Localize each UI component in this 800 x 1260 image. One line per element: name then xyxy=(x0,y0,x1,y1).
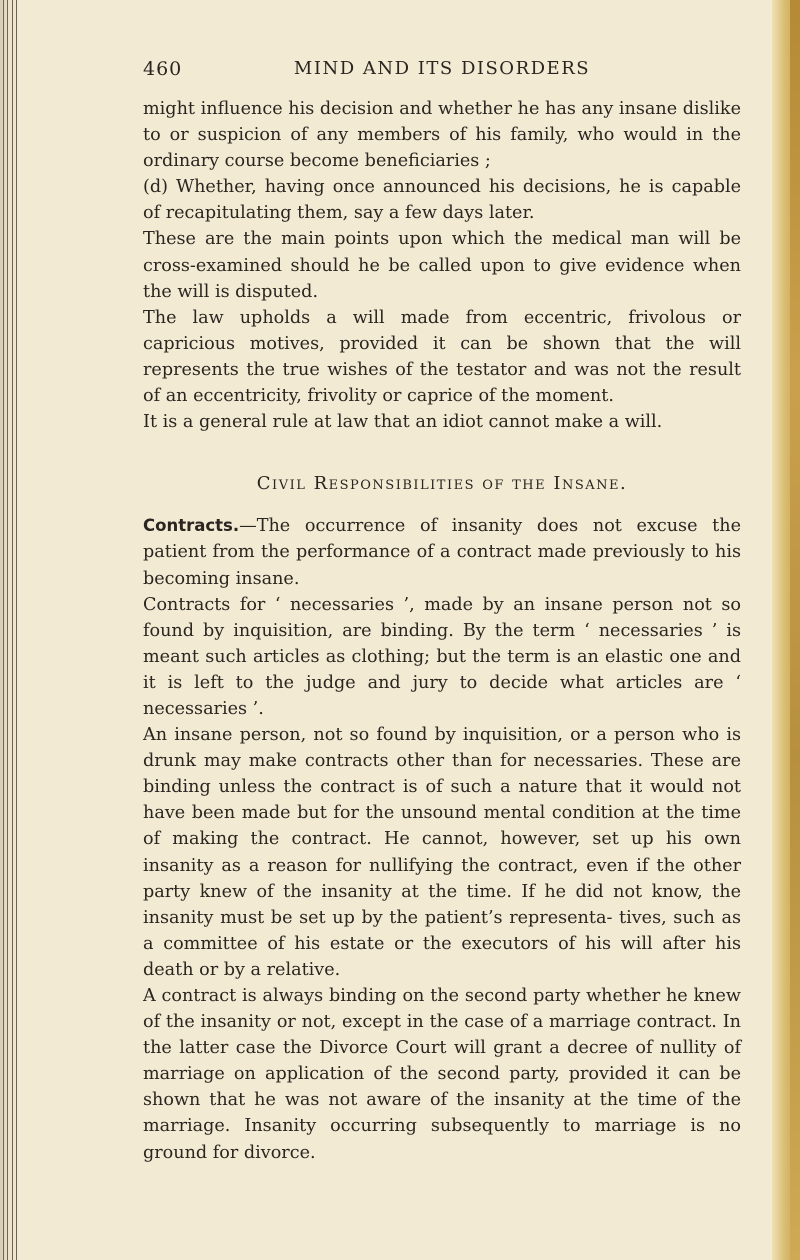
paragraph: Contracts for ‘ necessaries ’, made by an insane person not so found by inquisition, are binding. By the term ‘ necessaries ’ is meant such articles as clothing; but the term is an elastic one and it is left to the judge and jury to decide what articles are ‘ necessaries ’. xyxy=(143,594,741,719)
binding-line xyxy=(12,0,13,1260)
section-heading: Civil Responsibilities of the Insane. xyxy=(256,473,628,495)
paragraph xyxy=(143,513,741,591)
run-in-heading: Contracts. xyxy=(143,516,240,536)
paragraph: These are the main points upon which the medical man will be cross-examined should he be called upon to give evidence when the will is disputed. xyxy=(143,229,741,302)
paragraph: A contract is always binding on the second party whether he knew of the insanity or not, except in the case of a marriage contract. In the latter case the Divorce Court will grant a decree of nullity of marriage on application of the second party, provided it can be shown that he was not aware of the insanity at the time of the marriage. Insanity occurring subsequently to marriage is no ground for divorce. xyxy=(143,986,741,1163)
paragraph-text: —The occurrence of insanity does not excuse the patient from the performance of a contract made previously to his becoming insane. xyxy=(143,516,741,589)
paragraph: (d) Whether, having once announced his decisions, he is capable of recapitulating them, say a few days later. xyxy=(143,177,741,224)
paragraph: might influence his decision and whether he has any insane dislike to or suspicion of any members of his family, who would in the ordinary course become beneficiaries ; xyxy=(143,99,741,172)
paragraph: An insane person, not so found by inquisition, or a person who is drunk may make contracts other than for necessaries. These are binding unless the contract is of such a nature that it would not have been made but for the unsound mental condition at the time of making the contract. He cannot, however, set up his own insanity as a reason for nullifying the contract, even if the other party knew of the insanity at the time. If he did not know, the insanity must be set up by the patient’s representa- tives, such as a committee of his estate or the executors of his will after his death or by a relative. xyxy=(143,725,741,980)
paragraph: The law upholds a will made from eccentric, frivolous or capricious motives, provided it can be shown that the will represents the true wishes of the testator and was not the result of an eccentricity, frivolity or caprice of the moment. xyxy=(143,307,741,407)
page-number: 460 xyxy=(143,58,183,80)
running-head xyxy=(143,58,741,84)
binding-line xyxy=(7,0,8,1260)
binding-line xyxy=(16,0,17,1260)
running-title: MIND AND ITS DISORDERS xyxy=(293,58,591,79)
paragraph: It is a general rule at law that an idiot cannot make a will. xyxy=(143,412,663,433)
book-binding-edge xyxy=(0,0,20,1260)
body-text xyxy=(143,96,741,1166)
page-edge xyxy=(772,0,800,1260)
binding-line xyxy=(3,0,4,1260)
page-edge-shade xyxy=(790,0,800,1260)
